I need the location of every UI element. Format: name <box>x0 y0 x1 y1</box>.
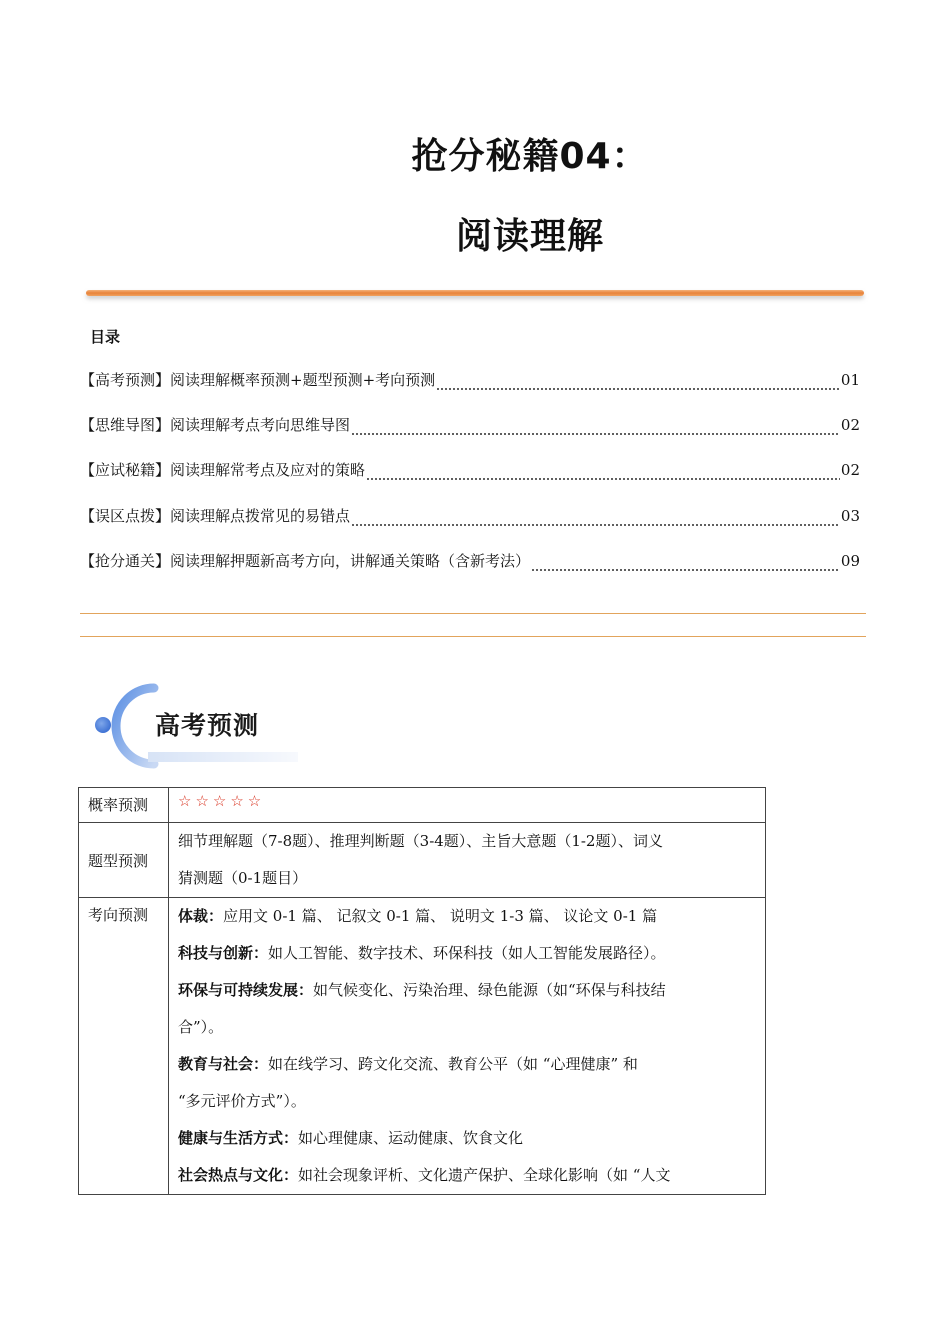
toc-leader-dots <box>351 414 840 436</box>
toc-item[interactable] <box>80 505 860 527</box>
toc-leader-dots <box>436 369 840 391</box>
toc-heading: 目录 <box>90 328 121 346</box>
topic-line: “多元评价方式”）。 <box>178 1092 306 1110</box>
question-type-line: 猜测题（0-1题目） <box>178 869 308 887</box>
row-value <box>169 823 766 898</box>
section-banner-label: 高考预测 <box>155 711 260 740</box>
title-divider <box>86 290 864 296</box>
toc-item[interactable] <box>80 414 860 436</box>
toc-item[interactable] <box>80 550 860 572</box>
table-row <box>79 788 766 823</box>
table-row <box>79 898 766 1195</box>
toc-item-text: 【高考预测】阅读理解概率预测+题型预测+考向预测 <box>80 371 436 389</box>
toc-leader-dots <box>531 550 840 572</box>
toc-item-text: 【误区点拨】阅读理解点拨常见的易错点 <box>80 507 351 525</box>
toc-page-number: 01 <box>840 371 860 389</box>
row-label: 概率预测 <box>79 788 169 823</box>
toc-item[interactable] <box>80 369 860 391</box>
table-row <box>79 823 766 898</box>
topic-line: 环保与可持续发展：如气候变化、污染治理、绿色能源（如“环保与科技结 <box>178 981 666 999</box>
document-subtitle: 阅读理解 <box>455 216 604 257</box>
section-divider-bottom <box>80 636 866 637</box>
toc-page-number: 03 <box>840 507 860 525</box>
row-value <box>169 788 766 823</box>
topic-line: 社会热点与文化：如社会现象评析、文化遗产保护、全球化影响（如 “人文 <box>178 1166 671 1184</box>
topic-line: 体裁：应用文 0-1 篇、 记叙文 0-1 篇、 说明文 1-3 篇、 议论文 0-1 篇 <box>178 907 658 925</box>
question-type-line: 细节理解题（7-8题）、推理判断题（3-4题）、主旨大意题（1-2题）、词义 <box>178 832 663 850</box>
topic-line: 健康与生活方式：如心理健康、运动健康、饮食文化 <box>178 1129 524 1147</box>
star-rating: ☆☆☆☆☆ <box>178 792 266 810</box>
toc-item-text: 【思维导图】阅读理解考点考向思维导图 <box>80 416 351 434</box>
toc-item-text: 【应试秘籍】阅读理解常考点及应对的策略 <box>80 461 366 479</box>
toc-page-number: 02 <box>840 416 860 434</box>
topic-line: 科技与创新：如人工智能、数字技术、环保科技（如人工智能发展路径）。 <box>178 944 666 962</box>
row-label: 考向预测 <box>79 898 169 1195</box>
toc-leader-dots <box>366 459 840 481</box>
toc-page-number: 02 <box>840 461 860 479</box>
topic-line: 教育与社会：如在线学习、跨文化交流、教育公平（如 “心理健康” 和 <box>178 1055 638 1073</box>
section-divider-top <box>80 613 866 614</box>
prediction-table <box>78 787 766 1195</box>
row-label: 题型预测 <box>79 823 169 898</box>
topic-line: 合”）。 <box>178 1018 224 1036</box>
document-title: 抢分秘籍04： <box>411 136 649 177</box>
toc-page-number: 09 <box>840 552 860 570</box>
toc-leader-dots <box>351 505 840 527</box>
toc-item-text: 【抢分通关】阅读理解押题新高考方向，讲解通关策略（含新考法） <box>80 552 531 570</box>
row-value <box>169 898 766 1195</box>
toc-item[interactable] <box>80 459 860 481</box>
